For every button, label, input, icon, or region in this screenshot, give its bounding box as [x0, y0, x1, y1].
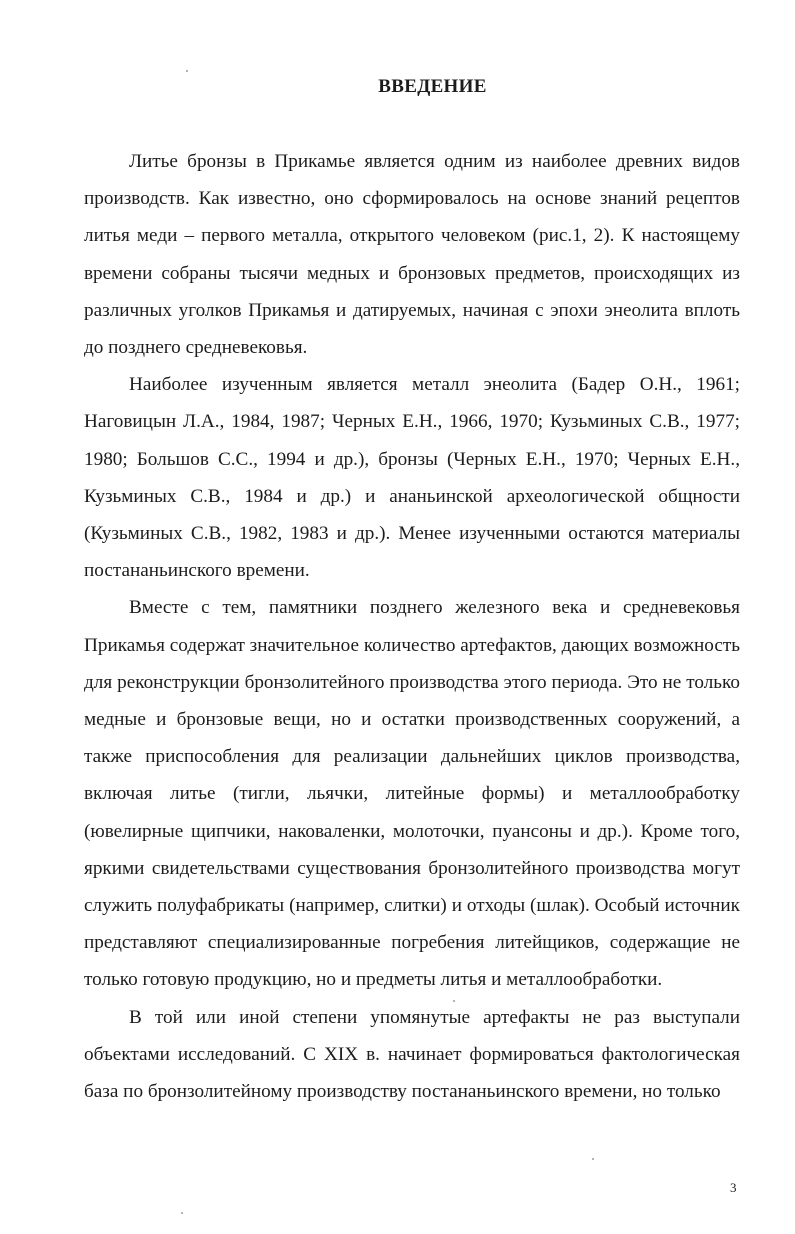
- body-text: [84, 143, 740, 1110]
- scan-speck: [181, 1212, 183, 1214]
- scan-speck: [592, 1158, 594, 1160]
- page-number: 3: [730, 1180, 737, 1195]
- scan-speck: [453, 1000, 455, 1002]
- scan-speck: [186, 70, 188, 72]
- paragraph-1: Литье бронзы в Прикамье является одним из наиболее древних видов производств. Как известно, оно сформировалось на основе знаний рецептов литья меди – первого металла, открытого человеком (рис.1, 2). К настоящему времени собраны тысячи медных и бронзовых предметов, происходящих из различных уголков Прикамья и датируемых, начиная с эпохи энеолита вплоть до позднего средневековья.: [84, 151, 740, 359]
- page-title: ВВЕДЕНИЕ: [378, 76, 487, 97]
- paragraph-4: В той или иной степени упомянутые артефакты не раз выступали объектами исследований. С XIX в. начинает формироваться фактологическая база по бронзолитейному производству постананьинского времени, но только: [84, 1006, 740, 1103]
- paragraph-3: Вместе с тем, памятники позднего железного века и средневековья Прикамья содержат значительное количество артефактов, дающих возможность для реконструкции бронзолитейного производства этого периода. Это не только медные и бронзовые вещи, но и остатки производственных сооружений, а также приспособления для реализации дальнейших циклов производства, включая литье (тигли, льячки, литейные формы) и металлообработку (ювелирные щипчики, наковаленки, молоточки, пуансоны и др.). Кроме того, яркими свидетельствами существования бронзолитейного производства могут служить полуфабрикаты (например, слитки) и отходы (шлак). Особый источник представляют специализированные погребения литейщиков, содержащие не только готовую продукцию, но и предметы литья и металлообработки.: [84, 597, 740, 991]
- paragraph-2: Наиболее изученным является металл энеолита (Бадер О.Н., 1961; Наговицын Л.А., 1984, 1987; Черных Е.Н., 1966, 1970; Кузьминых С.В., 1977; 1980; Большов С.С., 1994 и др.), бронзы (Черных Е.Н., 1970; Черных Е.Н., Кузьминых С.В., 1984 и др.) и ананьинской археологической общности (Кузьминых С.В., 1982, 1983 и др.). Менее изученными остаются материалы постананьинского времени.: [84, 374, 740, 582]
